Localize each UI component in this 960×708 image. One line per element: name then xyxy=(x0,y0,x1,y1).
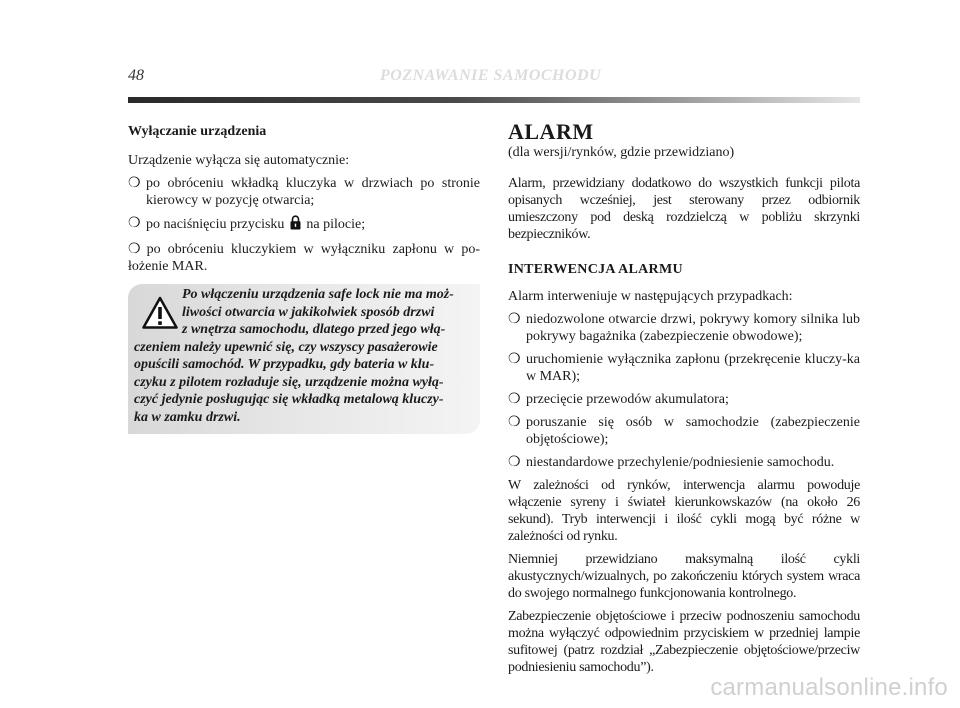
warning-line: ka w zamku drzwi. xyxy=(134,409,241,425)
alarm-intervention-intro: Alarm interweniuje w następujących przypadkach: xyxy=(508,289,793,304)
alarm-title: ALARM xyxy=(508,119,594,144)
warning-line: z wnętrza samochodu, dlatego przed jego włą- xyxy=(182,322,446,337)
list-item-text: uruchomienie wyłącznika zapłonu (przekręcenie kluczy-ka w MAR); xyxy=(526,352,860,384)
right-column xyxy=(508,119,860,682)
paragraph: W zależności od rynków, interwencja alarmu powoduje włączenie syreny i świateł kierunkowskazów (na około 26 sekund). Tryb interwencji i ilość cykli mogą być różne w zależności od rynku. xyxy=(508,478,860,544)
safe-lock-warning-box xyxy=(128,284,480,434)
list-item xyxy=(508,311,860,345)
bullet-circle-icon: ❍ xyxy=(128,216,141,231)
warning-text xyxy=(134,286,470,426)
bullet-circle-icon: ❍ xyxy=(508,312,521,327)
bullet-circle-icon: ❍ xyxy=(508,415,521,430)
left-column xyxy=(128,123,480,281)
alarm-intervention-heading: INTERWENCJA ALARMU xyxy=(508,262,683,277)
page-number: 48 xyxy=(128,67,144,84)
list-item-text: po naciśnięciu przycisku xyxy=(146,217,285,232)
alarm-subtitle: (dla wersji/rynków, gdzie przewidziano) xyxy=(508,145,735,160)
list-item xyxy=(128,175,480,209)
header-rule xyxy=(128,97,860,103)
disable-device-heading: Wyłączanie urządzenia xyxy=(128,124,267,139)
warning-line: czeniem należy upewnić się, czy wszyscy pasażerowie xyxy=(134,339,438,355)
list-item xyxy=(508,414,860,448)
bullet-circle-icon: ❍ xyxy=(508,352,521,367)
warning-line: opuścili samochód. W przypadku, gdy bateria w klu- xyxy=(134,357,435,372)
paragraph: Zabezpieczenie objętościowe i przeciw podnoszeniu samochodu można wyłączyć odpowiednim przyciskiem w przedniej lampie sufitowej (patrz rozdział „Zabezpieczenie objętościowe/przeciw podniesieniu samochodu”). xyxy=(508,609,860,675)
list-item xyxy=(508,391,860,408)
list-item-text: niestandardowe przechylenie/podniesienie samochodu. xyxy=(526,455,835,470)
warning-line: czyku z pilotem rozładuje się, urządzenie można wyłą- xyxy=(134,374,444,390)
list-item-text: po obróceniu kluczykiem w wyłączniku zapłonu w po-łożenie MAR. xyxy=(128,242,480,274)
list-item xyxy=(508,454,860,471)
list-item-suffix: na pilocie; xyxy=(306,217,366,232)
warning-line: czyć jedynie posługując się wkładką metalową kluczy- xyxy=(134,392,444,407)
list-item-text: po obróceniu wkładką kluczyka w drzwiach po stronie kierowcy w pozycję otwarcia; xyxy=(146,176,480,208)
list-item-text: przecięcie przewodów akumulatora; xyxy=(526,392,729,407)
disable-device-intro: Urządzenie wyłącza się automatycznie: xyxy=(128,153,350,168)
warning-line: liwości otwarcia w jakikolwiek sposób drzwi xyxy=(182,304,435,320)
list-item xyxy=(128,241,480,275)
warning-line: Po włączeniu urządzenia safe lock nie ma moż- xyxy=(182,287,454,302)
list-item xyxy=(508,351,860,385)
list-item-text: niedozwolone otwarcie drzwi, pokrywy komory silnika lub pokrywy bagażnika (zabezpieczenie obwodowe); xyxy=(526,312,860,344)
lock-icon xyxy=(290,215,301,235)
bullet-circle-icon: ❍ xyxy=(508,392,521,407)
watermark: carmanualsonline.info xyxy=(710,674,948,701)
section-title: POZNAWANIE SAMOCHODU xyxy=(380,67,602,84)
list-item xyxy=(128,215,480,235)
bullet-circle-icon: ❍ xyxy=(128,242,141,257)
list-item-text: poruszanie się osób w samochodzie (zabezpieczenie objętościowe); xyxy=(526,415,860,447)
bullet-circle-icon: ❍ xyxy=(128,176,141,191)
paragraph: Niemniej przewidziano maksymalną ilość cykli akustycznych/wizualnych, po zakończeniu których system wraca do swojego normalnego funkcjonowania kontrolnego. xyxy=(508,552,860,601)
alarm-intro: Alarm, przewidziany dodatkowo do wszystkich funkcji pilota opisanych wcześniej, jest sterowany przez odbiornik umieszczony pod deską rozdzielczą w pobliżu skrzynki bezpieczników. xyxy=(508,176,860,242)
bullet-circle-icon: ❍ xyxy=(508,455,521,470)
